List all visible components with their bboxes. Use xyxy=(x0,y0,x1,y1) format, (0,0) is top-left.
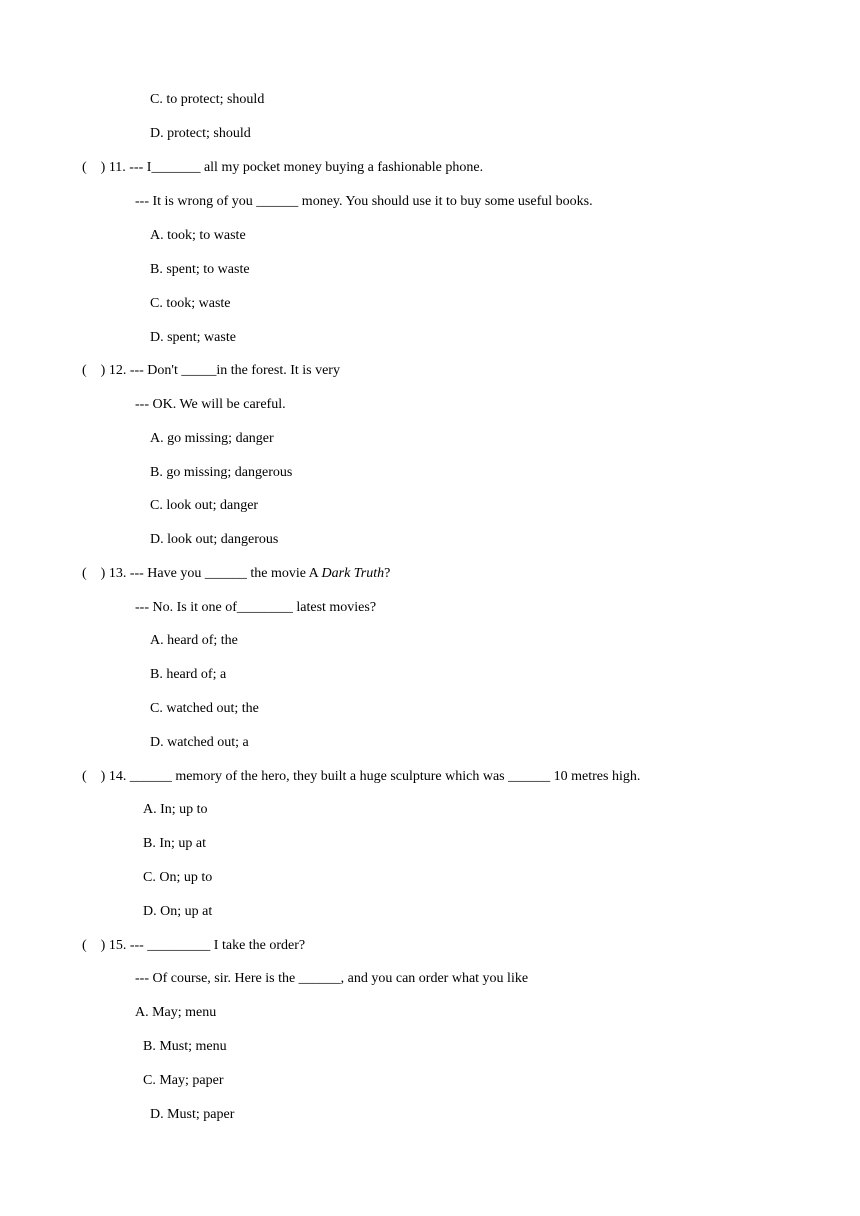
movie-title: Dark Truth xyxy=(321,566,385,581)
option-13-c: C. watched out; the xyxy=(150,701,259,716)
option-12-b: B. go missing; dangerous xyxy=(150,465,293,480)
option-11-c: C. took; waste xyxy=(150,296,231,311)
option-15-c: C. May; paper xyxy=(143,1073,224,1088)
question-14: ( ) 14. ______ memory of the hero, they built a huge sculpture which was ______ 10 metres high. xyxy=(82,769,641,784)
question-13-mark: ? xyxy=(384,566,391,581)
option-11-a: A. took; to waste xyxy=(150,228,246,243)
option-15-b: B. Must; menu xyxy=(143,1039,227,1054)
option-15-a: A. May; menu xyxy=(135,1005,217,1020)
option-14-b: B. In; up at xyxy=(143,836,206,851)
option-14-d: D. On; up at xyxy=(143,904,213,919)
question-13-reply: --- No. Is it one of________ latest movies? xyxy=(135,600,377,615)
option-13-b: B. heard of; a xyxy=(150,667,227,682)
option-11-b: B. spent; to waste xyxy=(150,262,250,277)
question-15: ( ) 15. --- _________ I take the order? xyxy=(82,938,306,953)
option-14-c: C. On; up to xyxy=(143,870,213,885)
option-13-a: A. heard of; the xyxy=(150,633,238,648)
option-15-d: D. Must; paper xyxy=(150,1107,235,1122)
question-11-reply: --- It is wrong of you ______ money. You should use it to buy some useful books. xyxy=(135,194,593,209)
question-11: ( ) 11. --- I_______ all my pocket money buying a fashionable phone. xyxy=(82,160,484,175)
question-12-reply: --- OK. We will be careful. xyxy=(135,397,286,412)
option-12-c: C. look out; danger xyxy=(150,498,259,513)
question-15-reply: --- Of course, sir. Here is the ______, and you can order what you like xyxy=(135,971,529,986)
option-13-d: D. watched out; a xyxy=(150,735,249,750)
option-10-d: D. protect; should xyxy=(150,126,251,141)
question-13-text: ( ) 13. --- Have you ______ the movie A xyxy=(82,566,322,581)
option-12-a: A. go missing; danger xyxy=(150,431,274,446)
option-12-d: D. look out; dangerous xyxy=(150,532,279,547)
question-13 xyxy=(82,565,390,583)
option-14-a: A. In; up to xyxy=(143,802,208,817)
question-12: ( ) 12. --- Don't _____in the forest. It is very xyxy=(82,363,340,378)
option-11-d: D. spent; waste xyxy=(150,330,236,345)
option-10-c: C. to protect; should xyxy=(150,92,265,107)
